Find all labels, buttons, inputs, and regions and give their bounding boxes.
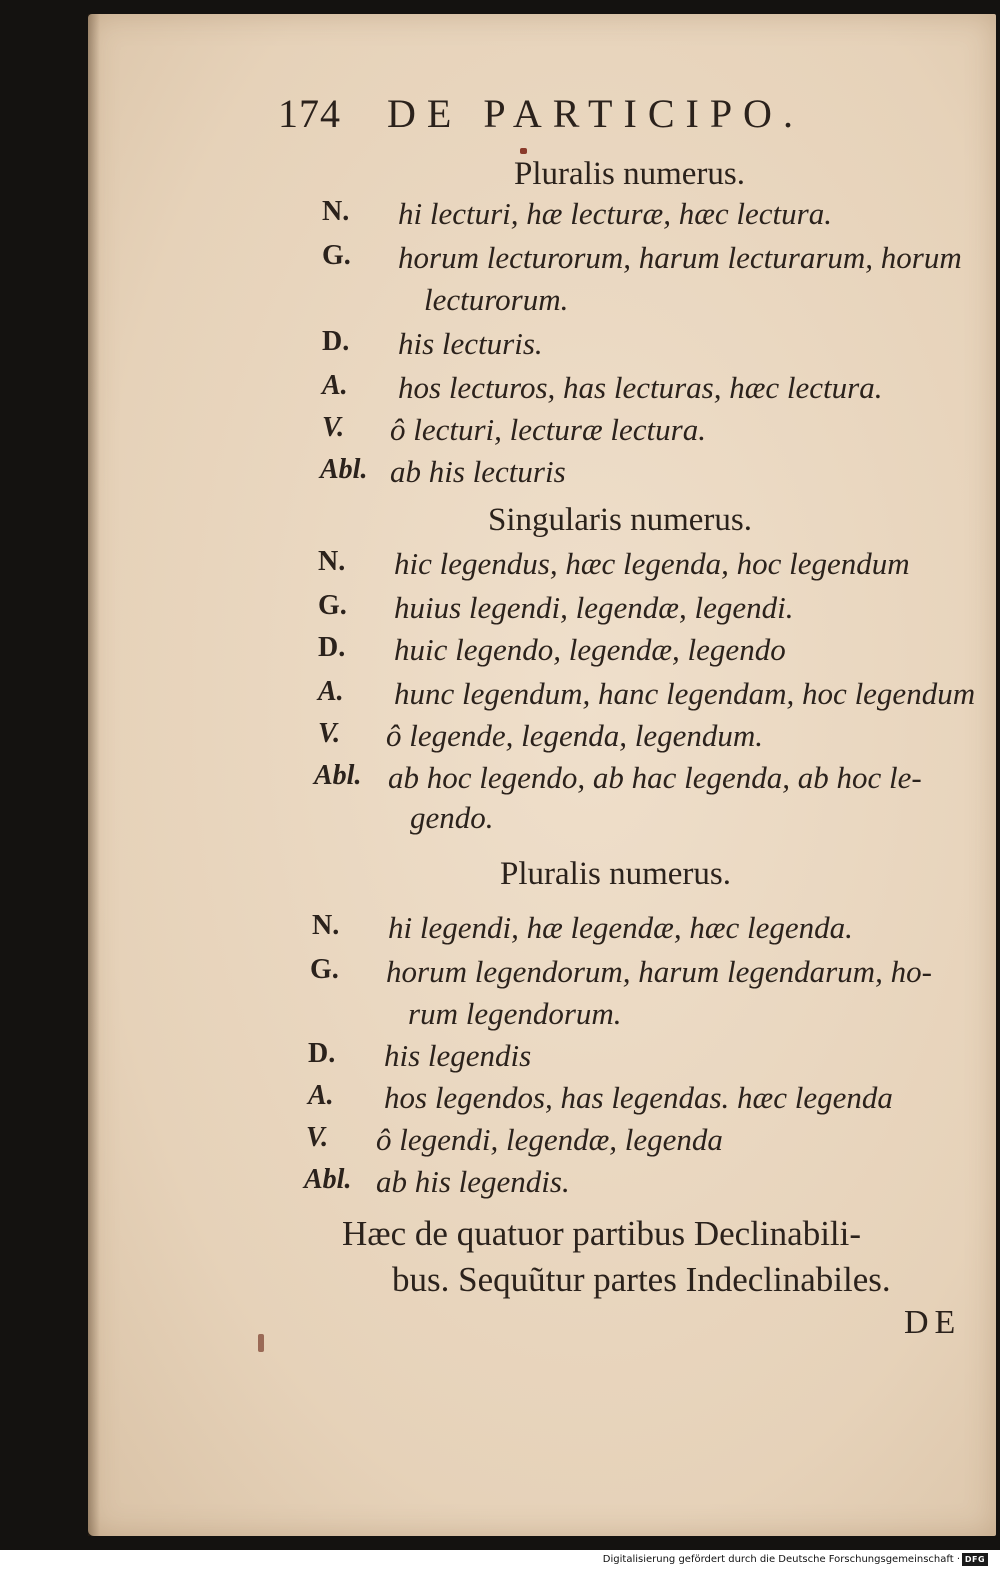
declension-line: hic legendus, hæc legenda, hoc legendum bbox=[394, 546, 910, 581]
declension-line: hunc legendum, hanc legendam, hoc legendum bbox=[394, 676, 976, 711]
declension-line: hi legendi, hæ legendæ, hæc legenda. bbox=[388, 910, 853, 945]
case-label: G. bbox=[322, 240, 351, 271]
closing-line-1: Hæc de quatuor partibus Declinabili- bbox=[342, 1214, 862, 1253]
section-title: Pluralis numerus. bbox=[500, 856, 731, 892]
case-label: V. bbox=[318, 718, 341, 749]
case-label: D. bbox=[322, 326, 350, 357]
catchword: DE bbox=[904, 1304, 962, 1341]
case-label: N. bbox=[312, 910, 340, 941]
dfg-logo: DFG bbox=[962, 1553, 988, 1566]
declension-line: huic legendo, legendæ, legendo bbox=[394, 632, 786, 667]
declension-line: ô legendi, legendæ, legenda bbox=[376, 1122, 723, 1157]
credit-text: Digitalisierung gefördert durch die Deutsche Forschungsgemeinschaft · bbox=[602, 1554, 960, 1565]
declension-line-continued: gendo. bbox=[410, 800, 494, 835]
case-label: V. bbox=[306, 1122, 329, 1153]
case-label: A. bbox=[308, 1080, 334, 1111]
case-label: D. bbox=[318, 632, 346, 663]
declension-line: his legendis bbox=[384, 1038, 532, 1073]
case-label: Abl. bbox=[320, 454, 368, 485]
case-label: G. bbox=[318, 590, 347, 621]
section-title: Singularis numerus. bbox=[488, 502, 752, 538]
case-label: D. bbox=[308, 1038, 336, 1069]
declension-line-continued: lecturorum. bbox=[424, 282, 569, 317]
declension-line: ô legende, legenda, legendum. bbox=[386, 718, 764, 753]
case-label: A. bbox=[322, 370, 348, 401]
declension-line-continued: rum legendorum. bbox=[408, 996, 622, 1031]
declension-line: ab hoc legendo, ab hac legenda, ab hoc le- bbox=[388, 760, 922, 795]
page-number: 174 bbox=[278, 91, 341, 136]
declension-line: his lecturis. bbox=[398, 326, 543, 361]
declension-line: ô lecturi, lecturæ lectura. bbox=[390, 412, 706, 447]
case-label: A. bbox=[318, 676, 344, 707]
page-edge-shadow bbox=[88, 14, 100, 1536]
declension-line: horum lecturorum, harum lecturarum, horum bbox=[398, 240, 962, 275]
page-title: DE PARTICIPO. bbox=[387, 91, 804, 136]
declension-line: huius legendi, legendæ, legendi. bbox=[394, 590, 794, 625]
declension-line: ab his lecturis bbox=[390, 454, 566, 489]
red-ink-speck bbox=[258, 1334, 264, 1352]
case-label: V. bbox=[322, 412, 345, 443]
declension-line: ab his legendis. bbox=[376, 1164, 570, 1199]
declension-line: horum legendorum, harum legendarum, ho- bbox=[386, 954, 932, 989]
case-label: Abl. bbox=[304, 1164, 352, 1195]
declension-line: hos lecturos, has lecturas, hæc lectura. bbox=[398, 370, 883, 405]
declension-line: hos legendos, has legendas. hæc legenda bbox=[384, 1080, 893, 1115]
running-header bbox=[278, 90, 918, 150]
case-label: N. bbox=[322, 196, 350, 227]
case-label: Abl. bbox=[314, 760, 362, 791]
case-label: G. bbox=[310, 954, 339, 985]
section-title: Pluralis numerus. bbox=[514, 156, 745, 192]
case-label: N. bbox=[318, 546, 346, 577]
closing-line-2: bus. Sequũtur partes Indeclinabiles. bbox=[392, 1260, 891, 1299]
declension-line: hi lecturi, hæ lecturæ, hæc lectura. bbox=[398, 196, 832, 231]
